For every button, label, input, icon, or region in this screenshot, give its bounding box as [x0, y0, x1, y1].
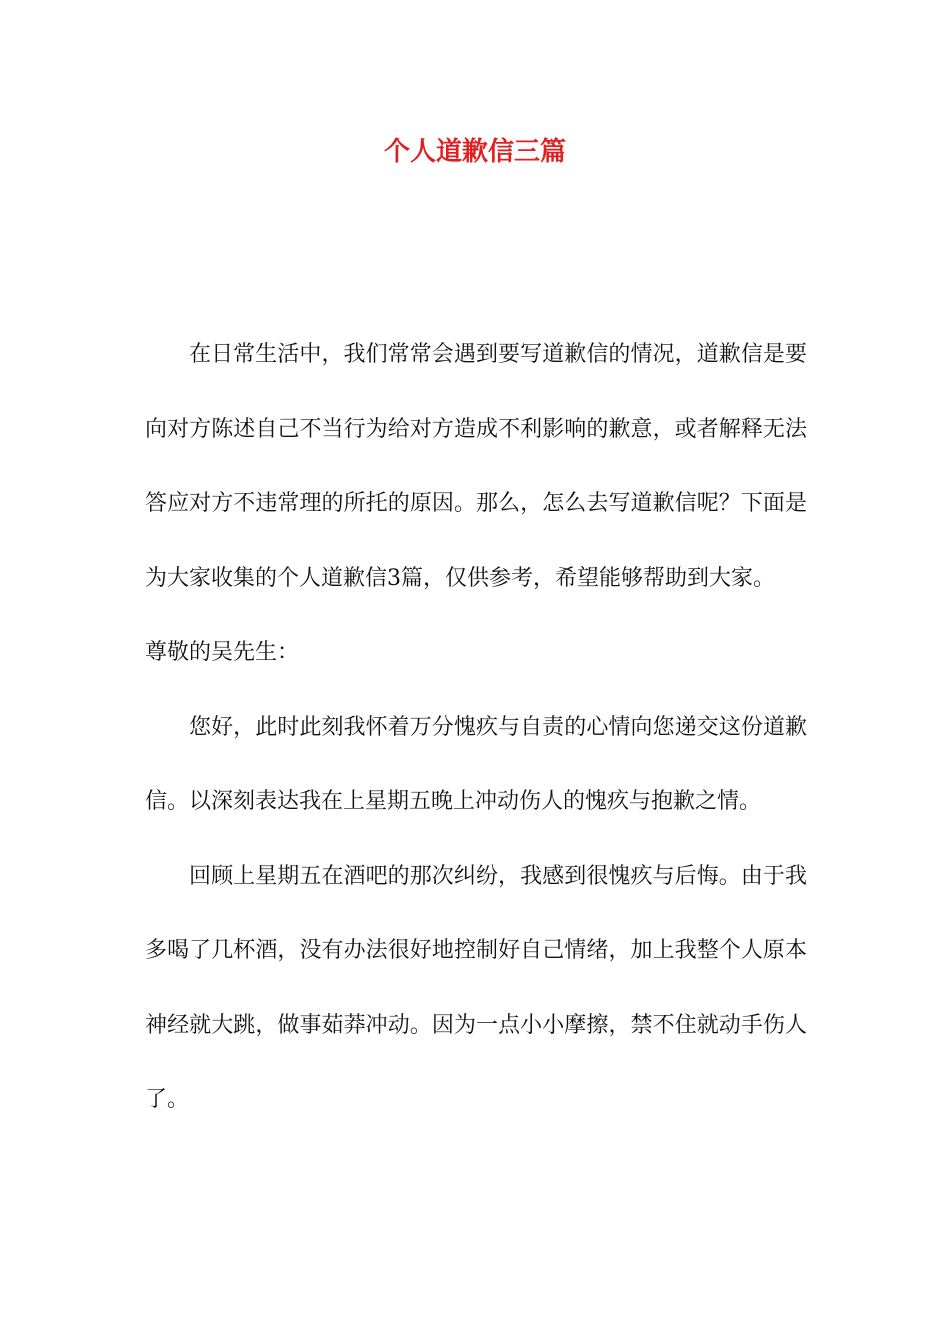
salutation: 尊敬的吴先生：: [145, 640, 300, 665]
body-paragraph: 回顾上星期五在酒吧的那次纠纷，我感到很愧疚与后悔。由于我多喝了几杯酒，没有办法很好地控制好自己情绪，加上我整个人原本神经就大跳，做事茹莽冲动。因为一点小小摩擦，禁不住就动手伤人了。: [145, 863, 807, 1112]
body-paragraph: 您好，此时此刻我怀着万分愧疚与自责的心情向您递交这份道歉信。以深刻表达我在上星期五晚上冲动伤人的愧疚与抱歉之情。: [145, 714, 807, 814]
document-title: 个人道歉信三篇: [383, 137, 566, 167]
document-body: [145, 318, 807, 1138]
intro-paragraph: 在日常生活中，我们常常会遇到要写道歉信的情况，道歉信是要向对方陈述自己不当行为给对方造成不利影响的歉意，或者解释无法答应对方不违常理的所托的原因。那么，怎么去写道歉信呢？下面是为大家收集的个人道歉信3篇，仅供参考，希望能够帮助到大家。: [145, 342, 807, 591]
